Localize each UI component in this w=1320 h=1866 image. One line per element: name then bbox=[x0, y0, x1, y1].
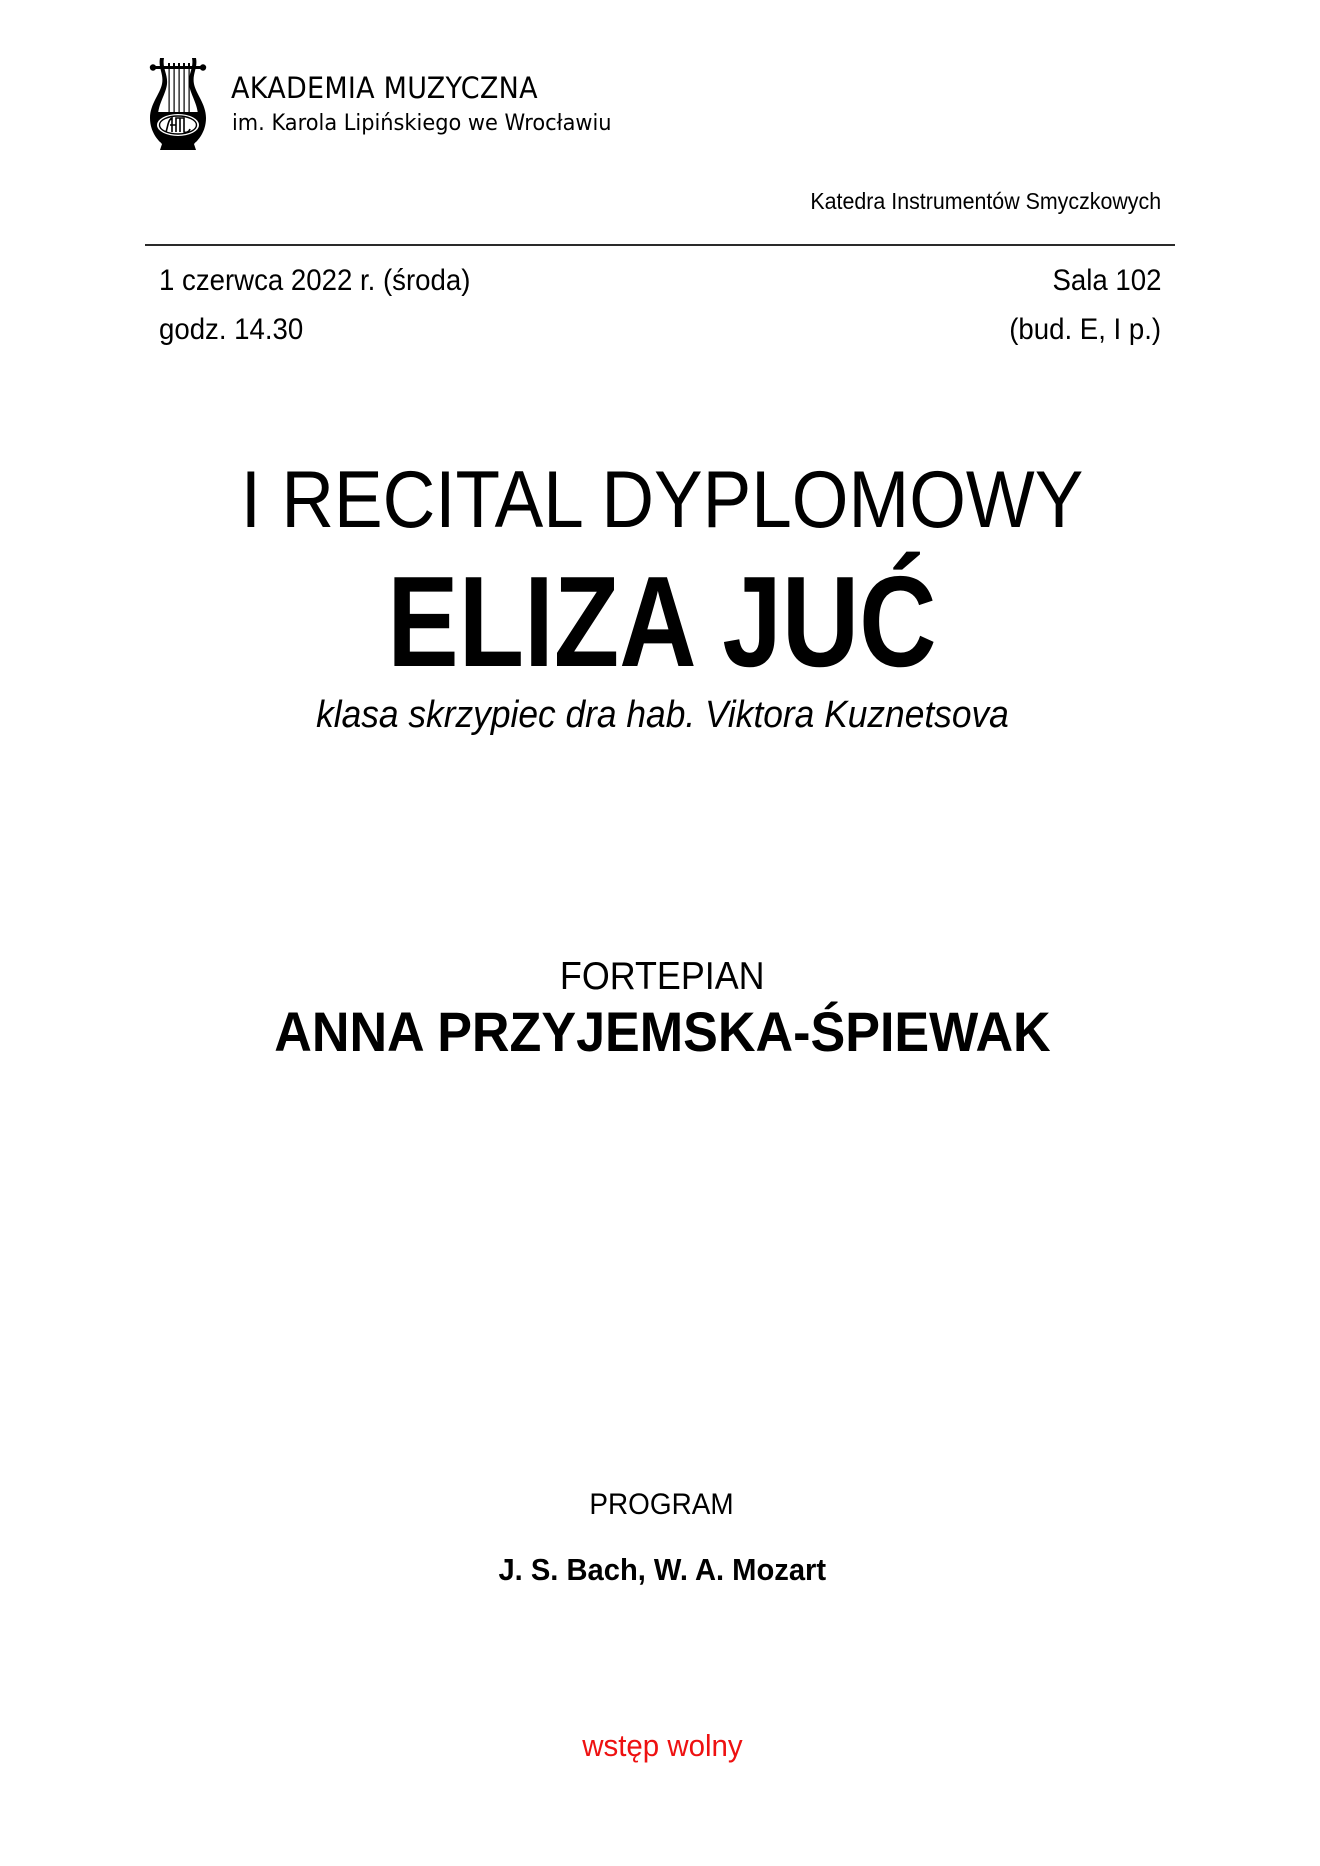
program-composers: J. S. Bach, W. A. Mozart bbox=[498, 1552, 826, 1587]
event-time: godz. 14.30 bbox=[159, 313, 304, 346]
program-label: PROGRAM bbox=[589, 1488, 735, 1521]
lyre-icon bbox=[146, 54, 210, 152]
teacher-line bbox=[0, 692, 1320, 738]
institution-name: AKADEMIA MUZYCZNA bbox=[231, 71, 538, 105]
admission-note: wstęp wolny bbox=[581, 1728, 743, 1763]
event-building: (bud. E, I p.) bbox=[1009, 313, 1161, 346]
program-label-line bbox=[0, 1487, 1320, 1523]
department-name: Katedra Instrumentów Smyczkowych bbox=[810, 188, 1161, 214]
performer-name: ELIZA JUĆ bbox=[387, 550, 937, 694]
accompaniment-instrument: FORTEPIAN bbox=[559, 955, 765, 998]
header-divider bbox=[145, 244, 1175, 246]
recital-title-line bbox=[0, 452, 1320, 548]
accompanist-line bbox=[0, 1000, 1320, 1064]
recital-title: I RECITAL DYPLOMOWY bbox=[240, 455, 1084, 545]
admission-line bbox=[0, 1727, 1320, 1765]
instrument-line bbox=[0, 954, 1320, 1000]
institution-subtitle: im. Karola Lipińskiego we Wrocławiu bbox=[232, 111, 612, 136]
event-date: 1 czerwca 2022 r. (środa) bbox=[159, 264, 471, 297]
composers-line bbox=[0, 1551, 1320, 1589]
event-room: Sala 102 bbox=[1052, 264, 1161, 297]
accompanist-name: ANNA PRZYJEMSKA-ŚPIEWAK bbox=[273, 1000, 1051, 1063]
performer-line bbox=[0, 552, 1320, 692]
teacher-class: klasa skrzypiec dra hab. Viktora Kuznetsova bbox=[315, 694, 1009, 736]
